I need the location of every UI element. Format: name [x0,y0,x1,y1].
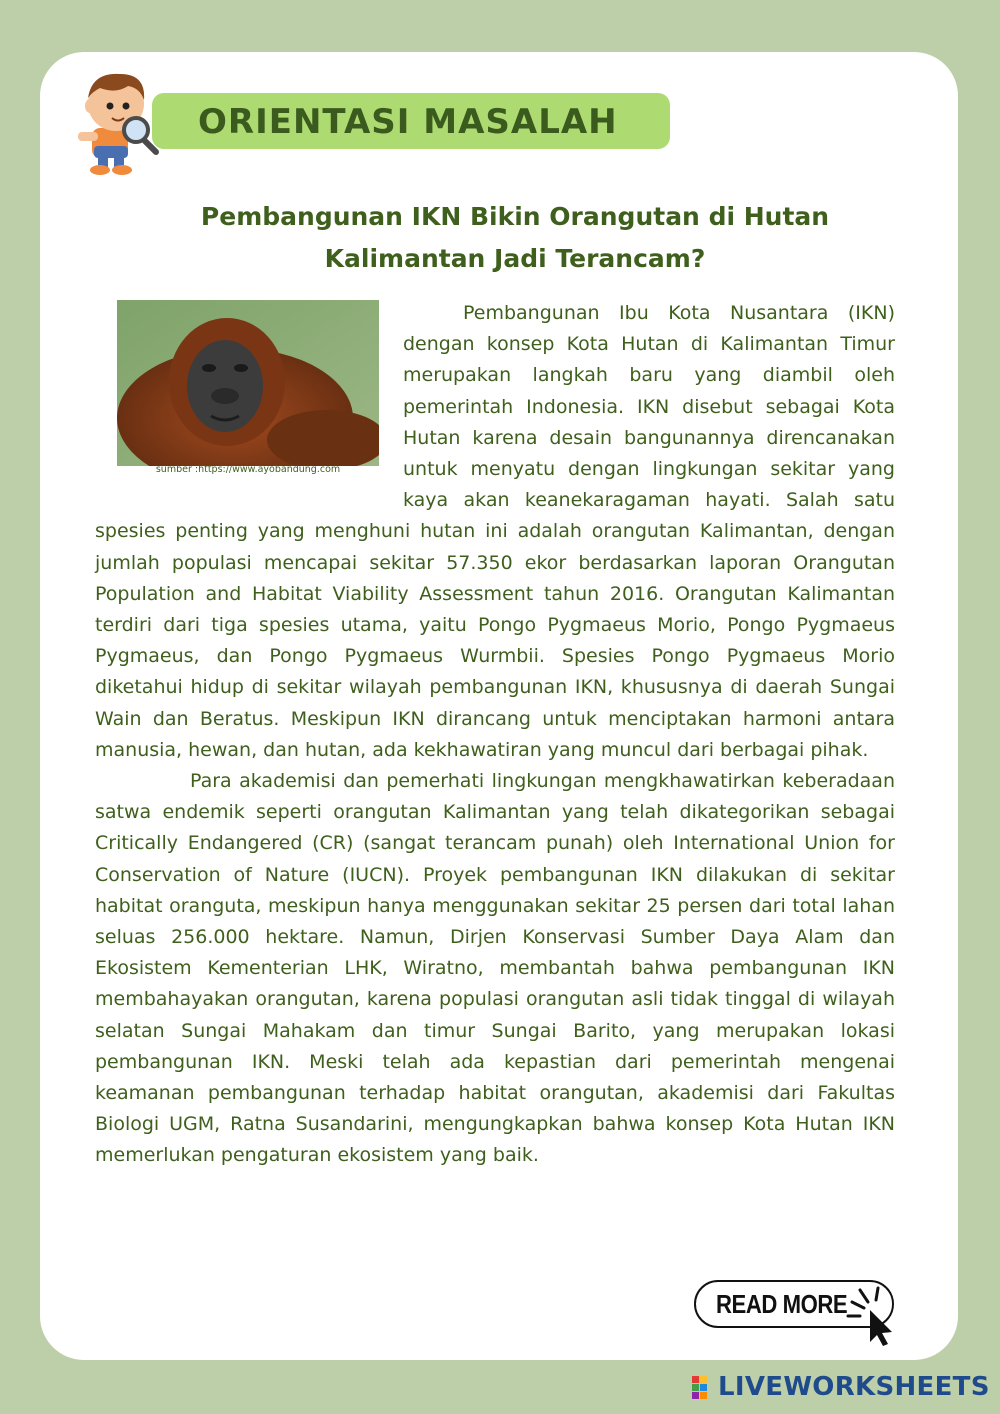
article-title-line2: Kalimantan Jadi Terancam? [324,244,706,273]
read-more-label: READ MORE [716,1289,848,1319]
article-title [150,196,880,280]
article-body [95,298,895,1172]
section-title: ORIENTASI MASALAH [198,102,618,142]
liveworksheets-brand: LIVEWORKSHEETS [718,1372,990,1402]
article-paragraph-1: Pembangunan Ibu Kota Nusantara (IKN) dengan konsep Kota Hutan di Kalimantan Timur merupakan langkah baru yang diambil oleh pemerintah Indonesia. IKN disebut sebagai Kota Hutan karena desain bangunannya direncanakan untuk menyatu dengan lingkungan sekitar yang kaya akan keanekaragaman hayati. Salah satu spesies penting yang menghuni hutan ini adalah orangutan Kalimantan, dengan jumlah populasi mencapai sekitar 57.350 ekor berdasarkan laporan Orangutan Population and Habitat Viability Assessment tahun 2016. Orangutan Kalimantan terdiri dari tiga spesies utama, yaitu Pongo Pygmaeus Morio, Pongo Pygmaeus Pygmaeus, dan Pongo Pygmaeus Wurmbii. Spesies Pongo Pygmaeus Morio diketahui hidup di sekitar wilayah pembangunan IKN, khususnya di daerah Sungai Wain dan Beratus. Meskipun IKN dirancang untuk menciptakan harmoni antara manusia, hewan, dan hutan, ada kekhawatiran yang muncul dari berbagai pihak. [95,302,895,761]
boy-magnifier-icon [70,66,166,178]
image-float-spacer [95,298,403,516]
image-caption: sumber :https://www.ayobandung.com [155,464,341,475]
pointer-cursor-icon [846,1286,898,1348]
article-title-line1: Pembangunan IKN Bikin Orangutan di Hutan [200,202,830,231]
article-paragraph-2: Para akademisi dan pemerhati lingkungan mengkhawatirkan keberadaan satwa endemik seperti orangutan Kalimantan yang telah dikategorikan sebagai Critically Endangered (CR) (sangat terancam punah) oleh International Union for Conservation of Nature (IUCN). Proyek pembangunan IKN dilakukan di sekitar habitat oranguta, meskipun hanya menggunakan sekitar 25 persen dari total lahan seluas 256.000 hektare. Namun, Dirjen Konservasi Sumber Daya Alam dan Ekosistem Kementerian LHK, Wiratno, membantah bahwa pembangunan IKN membahayakan orangutan, karena populasi orangutan asli tidak tinggal di wilayah selatan Sungai Mahakam dan timur Sungai Barito, yang merupakan lokasi pembangunan IKN. Meski telah ada kepastian dari pemerintah mengenai keamanan pembangunan terhadap habitat orangutan, akademisi dari Fakultas Biologi UGM, Ratna Susandarini, mengungkapkan bahwa konsep Kota Hutan IKN memerlukan pengaturan ekosistem yang baik. [95,770,895,1167]
